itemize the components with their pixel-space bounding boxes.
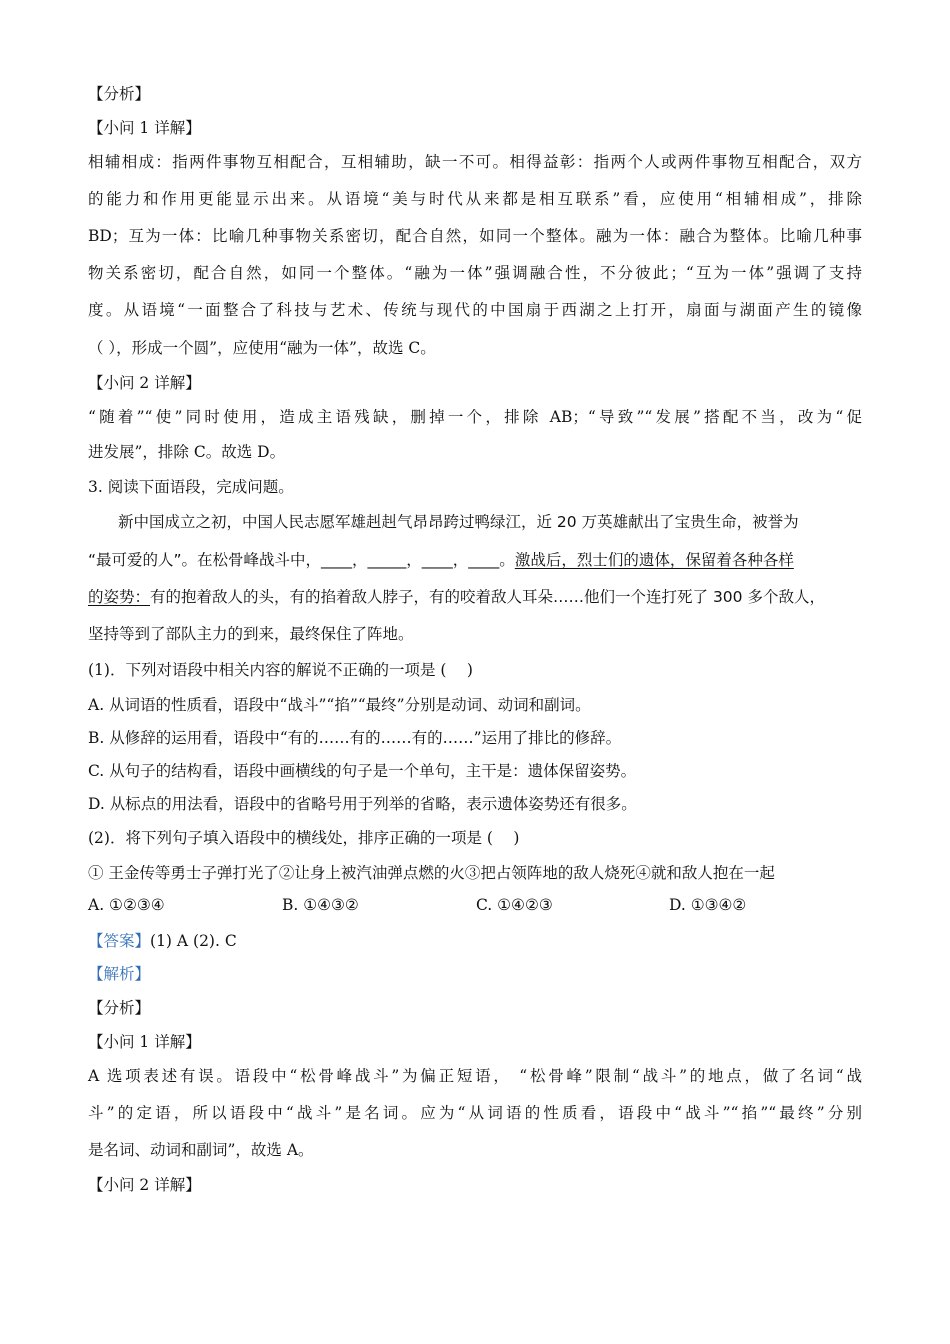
- underlined-sentence: 激战后，烈士们的遗体，保留着各种各样: [514, 551, 794, 569]
- question-stem: (2)．将下列句子填入语段中的横线处，排序正确的一项是 ( ): [88, 829, 520, 847]
- text-line: 斗”的定语，所以语段中“战斗”是名词。应为“从词语的性质看，语段中“战斗”“掐”“最终”分别: [88, 1104, 862, 1122]
- subquestion-heading: 【小问 1 详解】: [88, 1033, 201, 1051]
- underlined-sentence: 的姿势：: [88, 588, 151, 606]
- option-b: B. 从修辞的运用看，语段中“有的……有的……有的……”运用了排比的修辞。: [88, 729, 622, 747]
- answer-line: [88, 929, 237, 951]
- text-line: BD；互为一体：比喻几种事物关系密切，配合自然，如同一个整体。融为一体：融合为整体。比喻几种事: [88, 227, 862, 245]
- subquestion-heading: 【小问 2 详解】: [88, 374, 201, 392]
- analysis-label: 【解析】: [88, 965, 151, 983]
- passage-text: 有的抱着敌人的头，有的掐着敌人脖子，有的咬着敌人耳朵……他们一个连打死了 300 多个敌人，: [150, 588, 825, 606]
- text-line: “随着”“使”同时使用，造成主语残缺，删掉一个，排除 AB；“导致”“发展”搭配不当，改为“促: [88, 408, 862, 426]
- text-line: 相辅相成：指两件事物互相配合，互相辅助，缺一不可。相得益彰：指两个人或两件事物互相配合，双方: [88, 153, 862, 171]
- option-b: B. ①④③②: [282, 896, 359, 914]
- question-number: 3. 阅读下面语段，完成问题。: [88, 478, 294, 496]
- text-line: 进发展”，排除 C。故选 D。: [88, 443, 286, 461]
- passage-text: “最可爱的人”。在松骨峰战斗中，____，_____，____，____。: [88, 551, 515, 569]
- text-line: 物关系密切，配合自然，如同一个整体。“融为一体”强调融合性，不分彼此；“互为一体”强调了支持: [88, 264, 862, 282]
- subquestion-heading: 【小问 2 详解】: [88, 1176, 201, 1194]
- option-a: A. ①②③④: [88, 896, 165, 914]
- option-c: C. 从句子的结构看，语段中画横线的句子是一个单句，主干是：遗体保留姿势。: [88, 762, 637, 780]
- subquestion-heading: 【小问 1 详解】: [88, 119, 201, 137]
- question-stem: (1)．下列对语段中相关内容的解说不正确的一项是 ( ): [88, 661, 473, 679]
- passage-line: 新中国成立之初，中国人民志愿军雄赳赳气昂昂跨过鸭绿江，近 20 万英雄献出了宝贵生命，被誉为: [118, 513, 799, 531]
- section-heading: 【分析】: [88, 85, 151, 103]
- passage-line: 坚持等到了部队主力的到来，最终保住了阵地。: [88, 625, 414, 643]
- passage-line: [88, 548, 794, 570]
- text-line: （ ），形成一个圆”，应使用“融为一体”，故选 C。: [88, 339, 436, 357]
- answer-text: (1) A (2). C: [150, 932, 237, 950]
- text-line: A 选项表述有误。语段中“松骨峰战斗”为偏正短语， “松骨峰”限制“战斗”的地点，做了名词“战: [88, 1067, 862, 1085]
- text-line: 是名词、动词和副词”，故选 A。: [88, 1141, 314, 1159]
- option-d: D. 从标点的用法看，语段中的省略号用于列举的省略，表示遗体姿势还有很多。: [88, 795, 637, 813]
- option-c: C. ①④②③: [476, 896, 553, 914]
- text-line: 的能力和作用更能显示出来。从语境“美与时代从来都是相互联系”看，应使用“相辅相成”，排除: [88, 190, 862, 208]
- section-heading: 【分析】: [88, 999, 151, 1017]
- sentence-list: ① 王金传等勇士子弹打光了②让身上被汽油弹点燃的火③把占领阵地的敌人烧死④就和敌人抱在一起: [88, 864, 775, 882]
- option-d: D. ①③④②: [669, 896, 747, 914]
- text-line: 度。从语境“一面整合了科技与艺术、传统与现代的中国扇于西湖之上打开，扇面与湖面产生的镜像: [88, 301, 862, 319]
- answer-label: 【答案】: [88, 932, 151, 950]
- passage-line: [88, 585, 825, 607]
- option-a: A. 从词语的性质看，语段中“战斗”“掐”“最终”分别是动词、动词和副词。: [88, 696, 591, 714]
